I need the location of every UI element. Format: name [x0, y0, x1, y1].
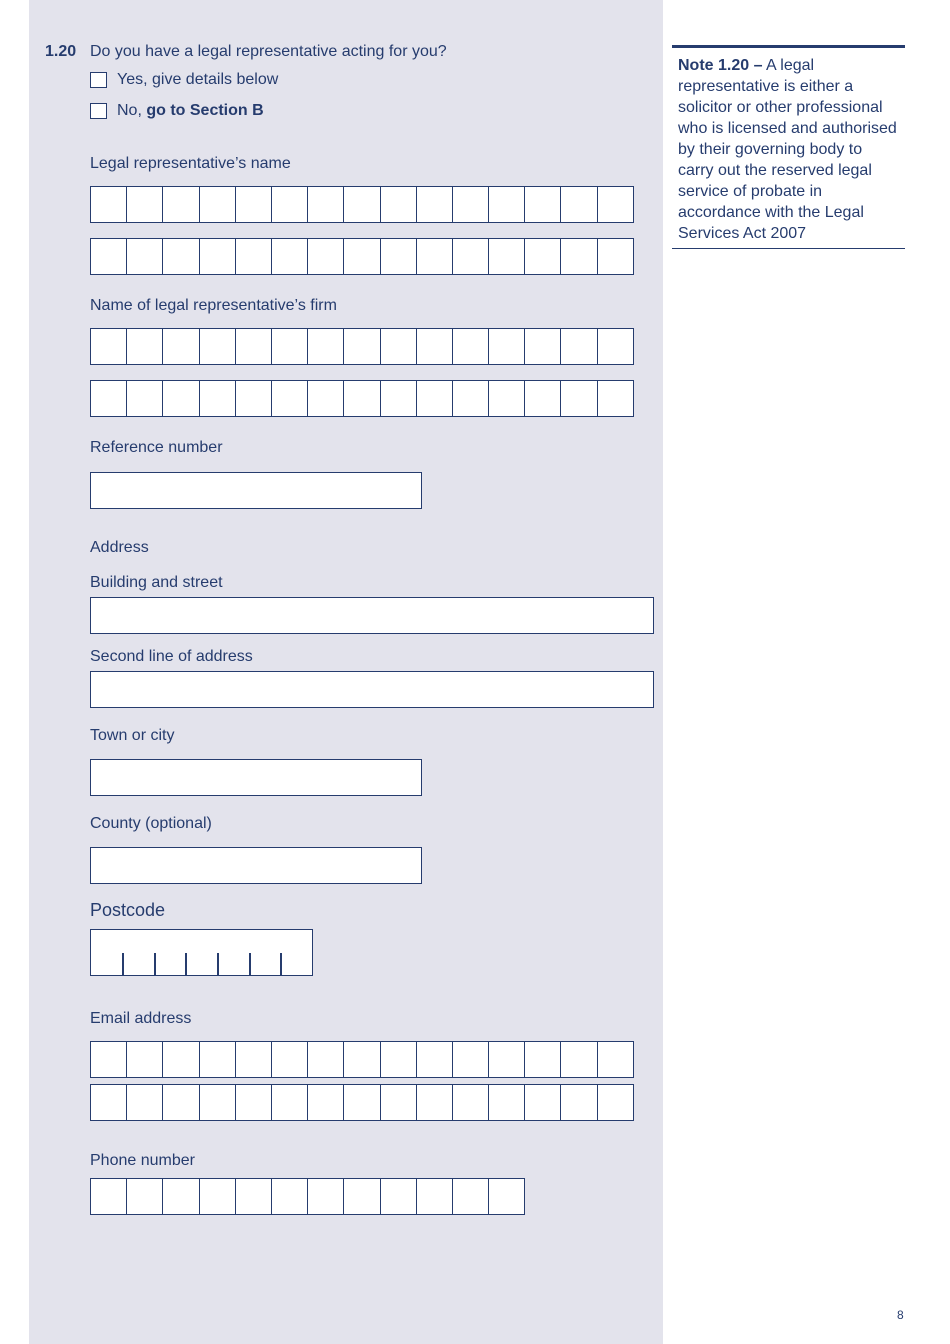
no-label [117, 102, 264, 120]
question-text: Do you have a legal representative acting for you? [90, 43, 447, 60]
comb-cell[interactable] [417, 1042, 453, 1077]
comb-cell[interactable] [344, 239, 380, 274]
comb-cell[interactable] [127, 1085, 163, 1120]
postcode-input[interactable] [90, 929, 313, 976]
comb-cell[interactable] [91, 239, 127, 274]
comb-cell[interactable] [200, 187, 236, 222]
comb-cell[interactable] [127, 239, 163, 274]
comb-cell[interactable] [163, 1085, 199, 1120]
phone-label: Phone number [90, 1152, 195, 1169]
yes-checkbox[interactable] [90, 72, 107, 88]
comb-cell[interactable] [308, 239, 344, 274]
comb-cell[interactable] [525, 239, 561, 274]
comb-cell[interactable] [453, 1179, 489, 1214]
comb-cell[interactable] [453, 381, 489, 416]
comb-cell[interactable] [489, 1042, 525, 1077]
comb-cell[interactable] [91, 1179, 127, 1214]
comb-cell[interactable] [200, 239, 236, 274]
reference-label: Reference number [90, 439, 223, 456]
email-label: Email address [90, 1010, 192, 1027]
comb-cell[interactable] [200, 381, 236, 416]
comb-cell[interactable] [381, 1179, 417, 1214]
comb-cell[interactable] [272, 329, 308, 364]
comb-cell[interactable] [598, 381, 634, 416]
comb-cell[interactable] [127, 1179, 163, 1214]
rep-name-label: Legal representative’s name [90, 155, 291, 172]
comb-cell[interactable] [127, 329, 163, 364]
comb-cell[interactable] [308, 1042, 344, 1077]
comb-cell[interactable] [381, 329, 417, 364]
comb-cell[interactable] [200, 1042, 236, 1077]
comb-cell[interactable] [525, 329, 561, 364]
reference-input[interactable] [90, 472, 422, 509]
comb-cell[interactable] [417, 329, 453, 364]
comb-cell[interactable] [308, 1179, 344, 1214]
comb-cell[interactable] [344, 381, 380, 416]
comb-cell[interactable] [236, 187, 272, 222]
firm-label: Name of legal representative’s firm [90, 297, 337, 314]
comb-cell[interactable] [127, 1042, 163, 1077]
comb-cell[interactable] [236, 381, 272, 416]
comb-cell[interactable] [272, 1179, 308, 1214]
comb-cell[interactable] [344, 1085, 380, 1120]
comb-cell[interactable] [489, 1085, 525, 1120]
comb-cell[interactable] [598, 239, 634, 274]
line2-input[interactable] [90, 671, 654, 708]
yes-label: Yes, give details below [117, 71, 279, 88]
comb-cell[interactable] [381, 1042, 417, 1077]
comb-cell[interactable] [417, 187, 453, 222]
comb-cell[interactable] [344, 329, 380, 364]
comb-cell[interactable] [417, 239, 453, 274]
county-label: County (optional) [90, 815, 212, 832]
comb-cell[interactable] [236, 1179, 272, 1214]
comb-cell[interactable] [598, 329, 634, 364]
comb-cell[interactable] [272, 1042, 308, 1077]
comb-cell[interactable] [163, 239, 199, 274]
comb-cell[interactable] [453, 187, 489, 222]
rep-name-line1-input[interactable] [90, 186, 634, 223]
comb-cell[interactable] [489, 1179, 525, 1214]
comb-cell[interactable] [91, 329, 127, 364]
comb-cell[interactable] [272, 239, 308, 274]
street-input[interactable] [90, 597, 654, 634]
comb-cell[interactable] [598, 187, 634, 222]
comb-cell[interactable] [453, 239, 489, 274]
comb-cell[interactable] [489, 187, 525, 222]
comb-cell[interactable] [200, 1179, 236, 1214]
comb-cell[interactable] [163, 187, 199, 222]
comb-cell[interactable] [236, 1085, 272, 1120]
comb-cell[interactable] [561, 329, 597, 364]
comb-cell[interactable] [200, 1085, 236, 1120]
comb-cell[interactable] [127, 187, 163, 222]
comb-cell[interactable] [381, 239, 417, 274]
comb-cell[interactable] [381, 381, 417, 416]
phone-input[interactable] [90, 1178, 525, 1215]
street-label: Building and street [90, 574, 223, 591]
address-heading: Address [90, 539, 149, 556]
comb-cell[interactable] [525, 1085, 561, 1120]
comb-cell[interactable] [417, 1179, 453, 1214]
comb-cell[interactable] [525, 187, 561, 222]
email-line1-input[interactable] [90, 1041, 634, 1078]
comb-cell[interactable] [272, 1085, 308, 1120]
comb-cell[interactable] [453, 1085, 489, 1120]
note-text: A legal representative is either a solicitor or other professional who is licensed and authorised by their governing body to carry out the reserved legal service of probate in accordance with the Legal Services Act 2007 [678, 57, 897, 242]
note-title: Note 1.20 – [678, 57, 763, 74]
comb-cell[interactable] [417, 381, 453, 416]
no-checkbox[interactable] [90, 103, 107, 119]
comb-cell[interactable] [91, 1042, 127, 1077]
comb-cell[interactable] [561, 1042, 597, 1077]
comb-cell[interactable] [91, 1085, 127, 1120]
comb-cell[interactable] [561, 381, 597, 416]
comb-cell[interactable] [91, 381, 127, 416]
comb-cell[interactable] [489, 381, 525, 416]
comb-cell[interactable] [561, 187, 597, 222]
comb-cell[interactable] [308, 1085, 344, 1120]
rep-name-line2-input[interactable] [90, 238, 634, 275]
comb-cell[interactable] [163, 381, 199, 416]
page-number: 8 [897, 1308, 904, 1322]
line2-label: Second line of address [90, 648, 253, 665]
comb-cell[interactable] [163, 1042, 199, 1077]
comb-cell[interactable] [272, 187, 308, 222]
comb-cell[interactable] [344, 1179, 380, 1214]
comb-cell[interactable] [417, 1085, 453, 1120]
comb-cell[interactable] [200, 329, 236, 364]
comb-cell[interactable] [127, 381, 163, 416]
comb-cell[interactable] [561, 1085, 597, 1120]
comb-cell[interactable] [561, 239, 597, 274]
comb-cell[interactable] [525, 1042, 561, 1077]
comb-cell[interactable] [236, 1042, 272, 1077]
comb-cell[interactable] [308, 329, 344, 364]
comb-cell[interactable] [344, 187, 380, 222]
comb-cell[interactable] [236, 239, 272, 274]
comb-cell[interactable] [308, 187, 344, 222]
comb-cell[interactable] [598, 1085, 634, 1120]
comb-cell[interactable] [163, 1179, 199, 1214]
comb-cell[interactable] [489, 329, 525, 364]
comb-cell[interactable] [598, 1042, 634, 1077]
comb-cell[interactable] [272, 381, 308, 416]
comb-cell[interactable] [236, 329, 272, 364]
comb-cell[interactable] [381, 187, 417, 222]
comb-cell[interactable] [91, 187, 127, 222]
note-1-20 [672, 45, 905, 249]
comb-cell[interactable] [489, 239, 525, 274]
no-label-bold: go to Section B [146, 102, 264, 119]
town-input[interactable] [90, 759, 422, 796]
question-number: 1.20 [45, 43, 77, 60]
firm-line1-input[interactable] [90, 328, 634, 365]
comb-cell[interactable] [163, 329, 199, 364]
comb-cell[interactable] [453, 329, 489, 364]
firm-line2-input[interactable] [90, 380, 634, 417]
email-line2-input[interactable] [90, 1084, 634, 1121]
comb-cell[interactable] [453, 1042, 489, 1077]
town-label: Town or city [90, 727, 175, 744]
comb-cell[interactable] [525, 381, 561, 416]
postcode-label: Postcode [90, 900, 166, 920]
county-input[interactable] [90, 847, 422, 884]
no-label-text: No, [117, 102, 147, 119]
comb-cell[interactable] [344, 1042, 380, 1077]
comb-cell[interactable] [381, 1085, 417, 1120]
comb-cell[interactable] [308, 381, 344, 416]
